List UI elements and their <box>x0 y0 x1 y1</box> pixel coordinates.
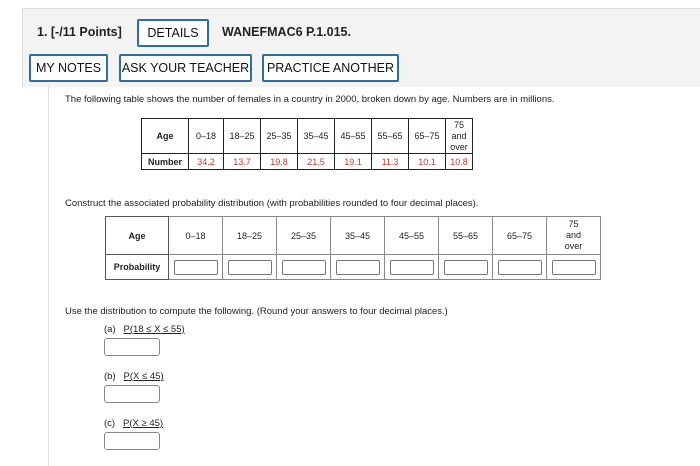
probability-cell <box>439 255 493 280</box>
probability-input-0-18[interactable] <box>174 260 218 275</box>
part-b-answer-input[interactable] <box>104 385 160 403</box>
age-cell: 65–75 <box>409 119 446 154</box>
age-last-line: and <box>451 130 467 141</box>
female-population-table <box>141 118 473 170</box>
age-cell: 18–25 <box>223 217 277 255</box>
age-cell-last <box>446 119 473 154</box>
age-cell: 35–45 <box>331 217 385 255</box>
age-header: Age <box>106 217 169 255</box>
probability-cell <box>223 255 277 280</box>
part-a-answer-input[interactable] <box>104 338 160 356</box>
part-c-label <box>104 418 163 429</box>
part-c-expression: P(X ≥ 45) <box>123 418 164 429</box>
details-button[interactable]: DETAILS <box>137 19 209 47</box>
age-cell: 25–35 <box>277 217 331 255</box>
part-a-expression: P(18 ≤ X ≤ 55) <box>123 324 185 335</box>
probability-header: Probability <box>106 255 169 280</box>
age-cell: 55–65 <box>439 217 493 255</box>
probability-input-55-65[interactable] <box>444 260 488 275</box>
part-c-answer-input[interactable] <box>104 432 160 450</box>
age-cell: 55–65 <box>372 119 409 154</box>
age-cell-last <box>547 217 601 255</box>
age-last-line: 75 <box>453 119 464 130</box>
use-distribution-text: Use the distribution to compute the following. (Round your answers to four decimal places.) <box>65 306 448 317</box>
part-a-label <box>104 324 185 335</box>
number-cell: 21.5 <box>298 154 335 170</box>
age-cell: 0–18 <box>189 119 224 154</box>
probability-cell <box>547 255 601 280</box>
number-cell: 34.2 <box>189 154 224 170</box>
number-cell: 19.1 <box>335 154 372 170</box>
number-cell: 10.8 <box>446 154 473 170</box>
part-b-expression: P(X ≤ 45) <box>123 371 164 382</box>
number-cell: 11.3 <box>372 154 409 170</box>
probability-input-18-25[interactable] <box>228 260 272 275</box>
problem-code: WANEFMAC6 P.1.015. <box>222 25 351 39</box>
probability-cell <box>385 255 439 280</box>
number-cell: 19.8 <box>261 154 298 170</box>
part-c-letter: (c) <box>104 418 116 429</box>
age-last-line: over <box>564 241 583 251</box>
probability-cell <box>493 255 547 280</box>
age-cell: 45–55 <box>335 119 372 154</box>
probability-cell <box>277 255 331 280</box>
question-number: 1. [-/11 Points] <box>37 25 122 39</box>
part-b-letter: (b) <box>104 371 116 382</box>
practice-another-button[interactable]: PRACTICE ANOTHER <box>262 54 399 82</box>
part-b-label <box>104 371 164 382</box>
age-cell: 65–75 <box>493 217 547 255</box>
age-last-line: over <box>450 141 468 152</box>
question-body <box>48 86 700 466</box>
part-a-letter: (a) <box>104 324 116 335</box>
age-header: Age <box>142 119 189 154</box>
age-cell: 0–18 <box>169 217 223 255</box>
age-last-line: and <box>565 230 582 240</box>
number-cell: 13.7 <box>224 154 261 170</box>
age-last-line: 75 <box>568 219 579 229</box>
number-cell: 10.1 <box>409 154 446 170</box>
question-header <box>22 8 700 87</box>
construct-text: Construct the associated probability distribution (with probabilities rounded to four decimal places). <box>65 198 479 209</box>
probability-input-75-over[interactable] <box>552 260 596 275</box>
intro-text: The following table shows the number of females in a country in 2000, broken down by age. Numbers are in millions. <box>65 94 555 105</box>
number-header: Number <box>142 154 189 170</box>
age-cell: 25–35 <box>261 119 298 154</box>
age-cell: 45–55 <box>385 217 439 255</box>
age-cell: 18–25 <box>224 119 261 154</box>
probability-input-35-45[interactable] <box>336 260 380 275</box>
probability-table <box>105 216 601 280</box>
probability-input-45-55[interactable] <box>390 260 434 275</box>
probability-input-25-35[interactable] <box>282 260 326 275</box>
ask-your-teacher-button[interactable]: ASK YOUR TEACHER <box>119 54 252 82</box>
my-notes-button[interactable]: MY NOTES <box>29 54 108 82</box>
probability-cell <box>331 255 385 280</box>
probability-input-65-75[interactable] <box>498 260 542 275</box>
probability-cell <box>169 255 223 280</box>
age-cell: 35–45 <box>298 119 335 154</box>
